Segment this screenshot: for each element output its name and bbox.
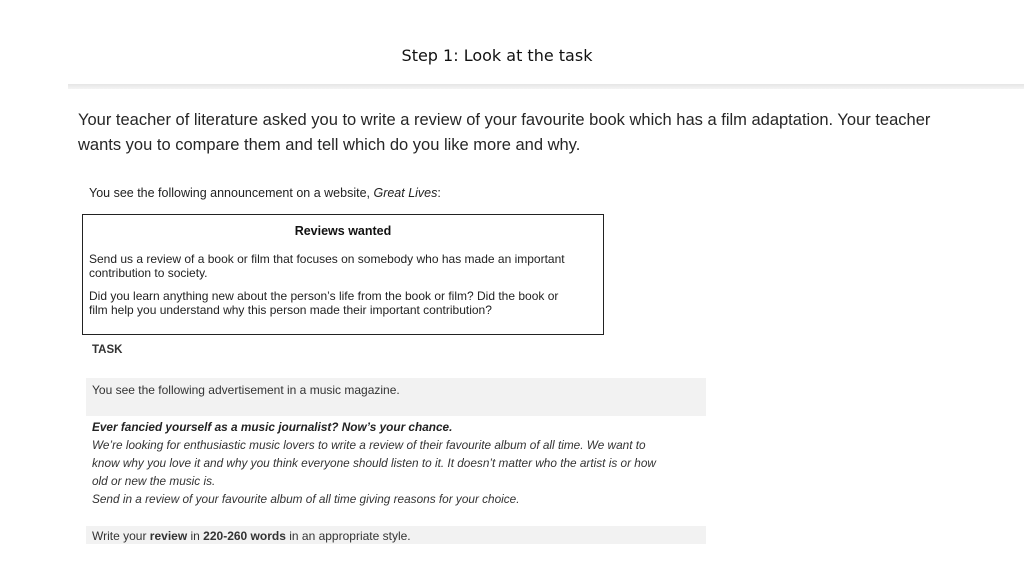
write-review-word: review	[149, 529, 188, 543]
reviews-p2-line-1: Did you learn anything new about the person’s life from the book or film? Did the book or	[89, 289, 559, 303]
announcement-text	[89, 186, 441, 200]
announcement-suffix: :	[437, 186, 441, 200]
reviews-paragraph-1	[89, 252, 594, 280]
advert-intro-text: You see the following advertisement in a music magazine.	[92, 383, 400, 397]
task-intro	[78, 108, 978, 158]
advert-line-1: We’re looking for enthusiastic music lovers to write a review of their favourite album of all time. We want to	[92, 438, 646, 452]
write-prefix: Write your	[92, 529, 150, 543]
intro-line-2: wants you to compare them and tell which do you like more and why.	[78, 136, 581, 154]
reviews-p1-line-1: Send us a review of a book or film that focuses on somebody who has made an important	[89, 252, 565, 266]
advert-line-2: know why you love it and why you think everyone should listen to it. It doesn’t matter who the artist is or how	[92, 456, 656, 470]
write-suffix: in an appropriate style.	[285, 529, 411, 543]
write-mid: in	[187, 529, 204, 543]
slide-title: Step 1: Look at the task	[401, 46, 593, 65]
intro-line-1: Your teacher of literature asked you to write a review of your favourite book which has a film adaptation. Your teacher	[78, 111, 931, 129]
advert-line-3: old or new the music is.	[92, 474, 216, 488]
reviews-wanted-title: Reviews wanted	[294, 224, 392, 238]
advert-headline: Ever fancied yourself as a music journalist? Now’s your chance.	[92, 420, 453, 434]
reviews-p1-line-2: contribution to society.	[89, 266, 208, 280]
advert-intro-bar	[86, 378, 706, 416]
advert-line-4: Send in a review of your favourite album of all time giving reasons for your choice.	[92, 492, 520, 506]
reviews-paragraph-2	[89, 289, 594, 317]
word-count-instruction	[86, 526, 706, 544]
reviews-wanted-box	[82, 214, 604, 335]
advertisement-body	[92, 418, 712, 508]
website-name: Great Lives	[373, 186, 438, 200]
announcement-prefix: You see the following announcement on a website,	[89, 186, 374, 200]
word-count-range: 220-260 words	[203, 529, 286, 543]
title-divider	[68, 84, 1024, 89]
task-label: TASK	[92, 344, 123, 356]
reviews-p2-line-2: film help you understand why this person made their important contribution?	[89, 303, 492, 317]
